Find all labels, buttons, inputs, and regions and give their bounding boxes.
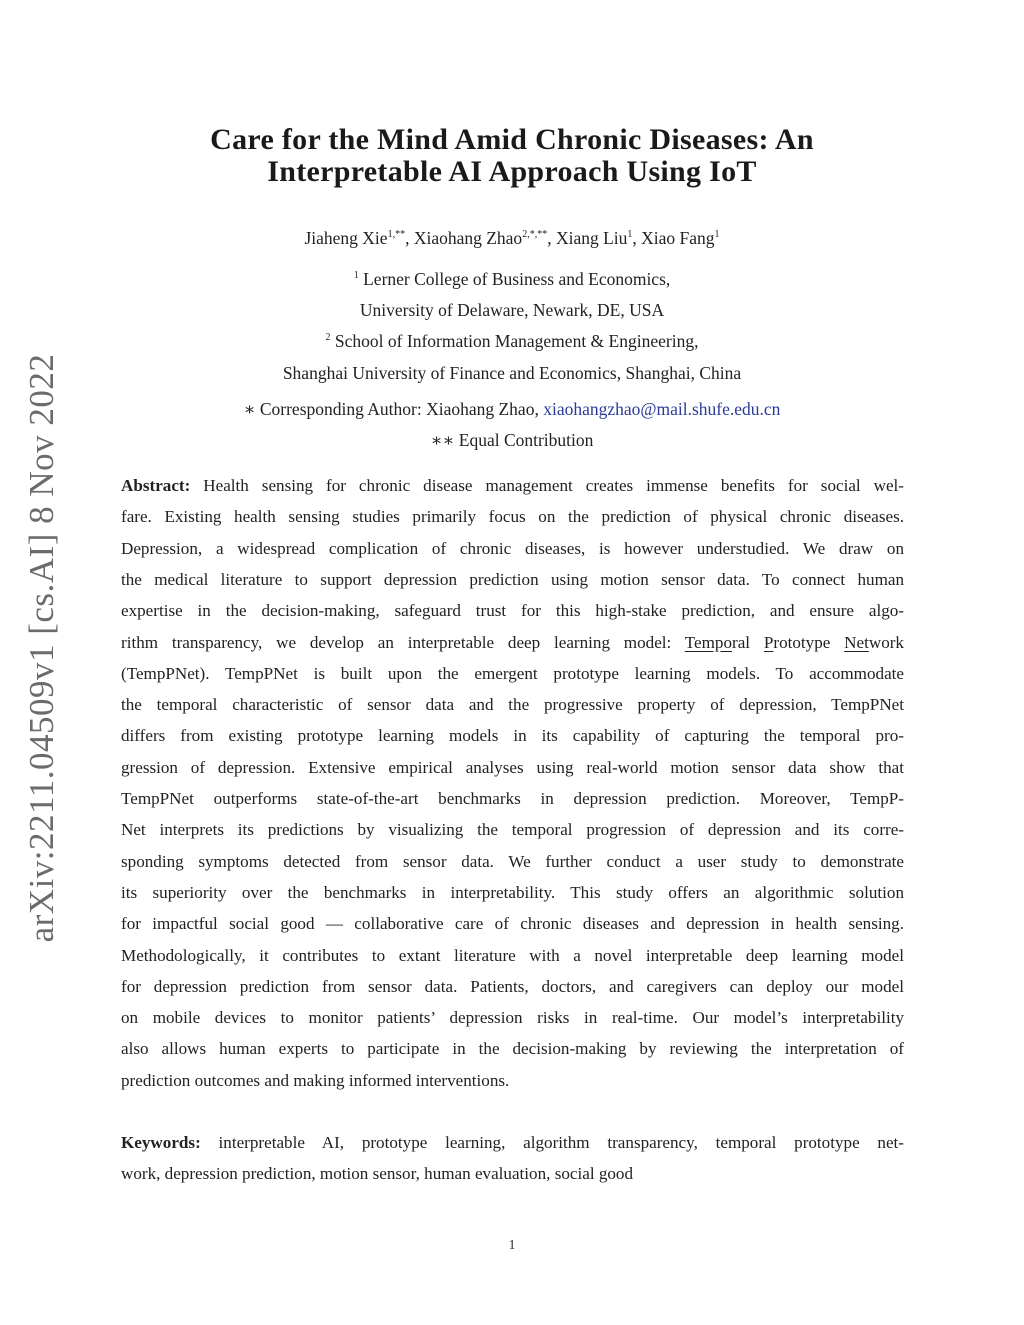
paper-title-line-2: Interpretable AI Approach Using IoT xyxy=(267,155,757,188)
abstract-line: expertise in the decision-making, safeguard trust for this high-stake prediction, and ensure algo- xyxy=(121,601,904,621)
arxiv-stamp[interactable]: arXiv:2211.04509v1 [cs.AI] 8 Nov 2022 xyxy=(22,353,61,943)
affiliation-1-line-1 xyxy=(0,269,1024,290)
keywords-label: Keywords: xyxy=(121,1133,201,1152)
affiliation-2-line-1 xyxy=(0,331,1024,352)
abstract-line: TempPNet outperforms state-of-the-art benchmarks in depression prediction. Moreover, TempP- xyxy=(121,789,904,808)
abstract-line: the medical literature to support depression prediction using motion sensor data. To connect human xyxy=(121,569,904,589)
author-name: Xiaohang Zhao xyxy=(413,228,523,248)
corresponding-author xyxy=(0,399,1024,420)
author-name: Xiao Fang xyxy=(641,228,715,248)
author-name: Jiaheng Xie xyxy=(304,228,388,248)
keywords-line xyxy=(121,1132,904,1154)
author-list: Jiaheng Xie$^{1,**}$, Xiaohang Zhao$^{2,*,**}$, Xiang Liu$^1$, Xiao Fang$^1$ xyxy=(304,228,720,248)
underlined-acronym-part: Tempo xyxy=(684,632,733,652)
keywords-text: interpretable AI, prototype learning, algorithm transparency, temporal prototype net- xyxy=(218,1133,904,1152)
abstract-line: also allows human experts to participate in the decision-making by reviewing the interpretation of xyxy=(121,1039,904,1059)
affiliation-2-line-2: Shanghai University of Finance and Economics, Shanghai, China xyxy=(282,363,742,383)
abstract-line xyxy=(121,475,904,497)
author-affiliation-mark: 1,** xyxy=(387,229,406,240)
affiliation-text: Lerner College of Business and Economics, xyxy=(363,269,671,289)
affiliation-1-line-2: University of Delaware, Newark, DE, USA xyxy=(359,300,665,320)
abstract-line: its superiority over the benchmarks in interpretability. This study offers an algorithmic solution xyxy=(121,882,904,902)
abstract-line: for impactful social good — collaborative care of chronic diseases and depression in health sensing. xyxy=(121,914,904,934)
abstract-line: Depression, a widespread complication of chronic diseases, is however understudied. We draw on xyxy=(121,538,904,558)
affiliation-text: School of Information Management & Engineering, xyxy=(334,331,699,351)
abstract-text: work xyxy=(868,632,904,652)
abstract-line: Net interprets its predictions by visualizing the temporal progression of depression and its corre- xyxy=(121,820,904,840)
equal-contribution-note xyxy=(0,430,1024,451)
underlined-acronym-part: Net xyxy=(844,632,869,652)
corresponding-mark: ∗ xyxy=(243,399,256,419)
abstract-line: on mobile devices to monitor patients’ depression risks in real-time. Our model’s interpretability xyxy=(121,1008,904,1028)
affiliation-mark: 1 xyxy=(353,270,359,281)
equal-label: Equal Contribution xyxy=(458,430,594,450)
abstract-line: Methodologically, it contributes to extant literature with a novel interpretable deep learning model xyxy=(121,945,904,965)
underlined-acronym-part: P xyxy=(763,632,774,652)
author-affiliation-mark: 1 xyxy=(714,229,720,240)
abstract-line xyxy=(121,632,904,654)
keywords-line: work, depression prediction, motion sensor, human evaluation, social good xyxy=(121,1164,634,1184)
corresponding-email-link[interactable]: xiaohangzhao@mail.shufe.edu.cn xyxy=(543,399,781,419)
abstract-line: (TempPNet). TempPNet is built upon the emergent prototype learning models. To accommodate xyxy=(121,663,904,683)
abstract-label: Abstract: xyxy=(121,476,191,495)
abstract-text: rototype xyxy=(773,632,831,652)
corresponding-label: Corresponding Author: Xiaohang Zhao, xyxy=(259,399,539,419)
abstract-line: differs from existing prototype learning models in its capability of capturing the temporal pro- xyxy=(121,726,904,746)
abstract-text: Health sensing for chronic disease management creates immense benefits for social wel- xyxy=(203,476,904,495)
abstract-line: the temporal characteristic of sensor data and the progressive property of depression, TempPNet xyxy=(121,695,904,715)
abstract-text: ral xyxy=(732,632,751,652)
author-name: Xiang Liu xyxy=(555,228,628,248)
abstract-line: prediction outcomes and making informed interventions. xyxy=(121,1070,510,1090)
abstract-line: for depression prediction from sensor data. Patients, doctors, and caregivers can deploy our model xyxy=(121,976,904,996)
abstract-text: rithm transparency, we develop an interpretable deep learning model: xyxy=(121,632,672,652)
equal-mark: ∗∗ xyxy=(430,430,455,450)
author-affiliation-mark: 2,*,** xyxy=(522,229,548,240)
abstract-line: sponding symptoms detected from sensor data. We further conduct a user study to demonstrate xyxy=(121,851,904,871)
author-affiliation-mark: 1 xyxy=(627,229,633,240)
page-number: 1 xyxy=(508,1238,516,1253)
affiliation-mark: 2 xyxy=(325,332,331,343)
paper-title-line-1: Care for the Mind Amid Chronic Diseases: An xyxy=(210,123,814,156)
abstract-line: fare. Existing health sensing studies primarily focus on the prediction of physical chronic diseases. xyxy=(121,507,904,527)
abstract-line: gression of depression. Extensive empirical analyses using real-world motion sensor data show that xyxy=(121,757,904,777)
